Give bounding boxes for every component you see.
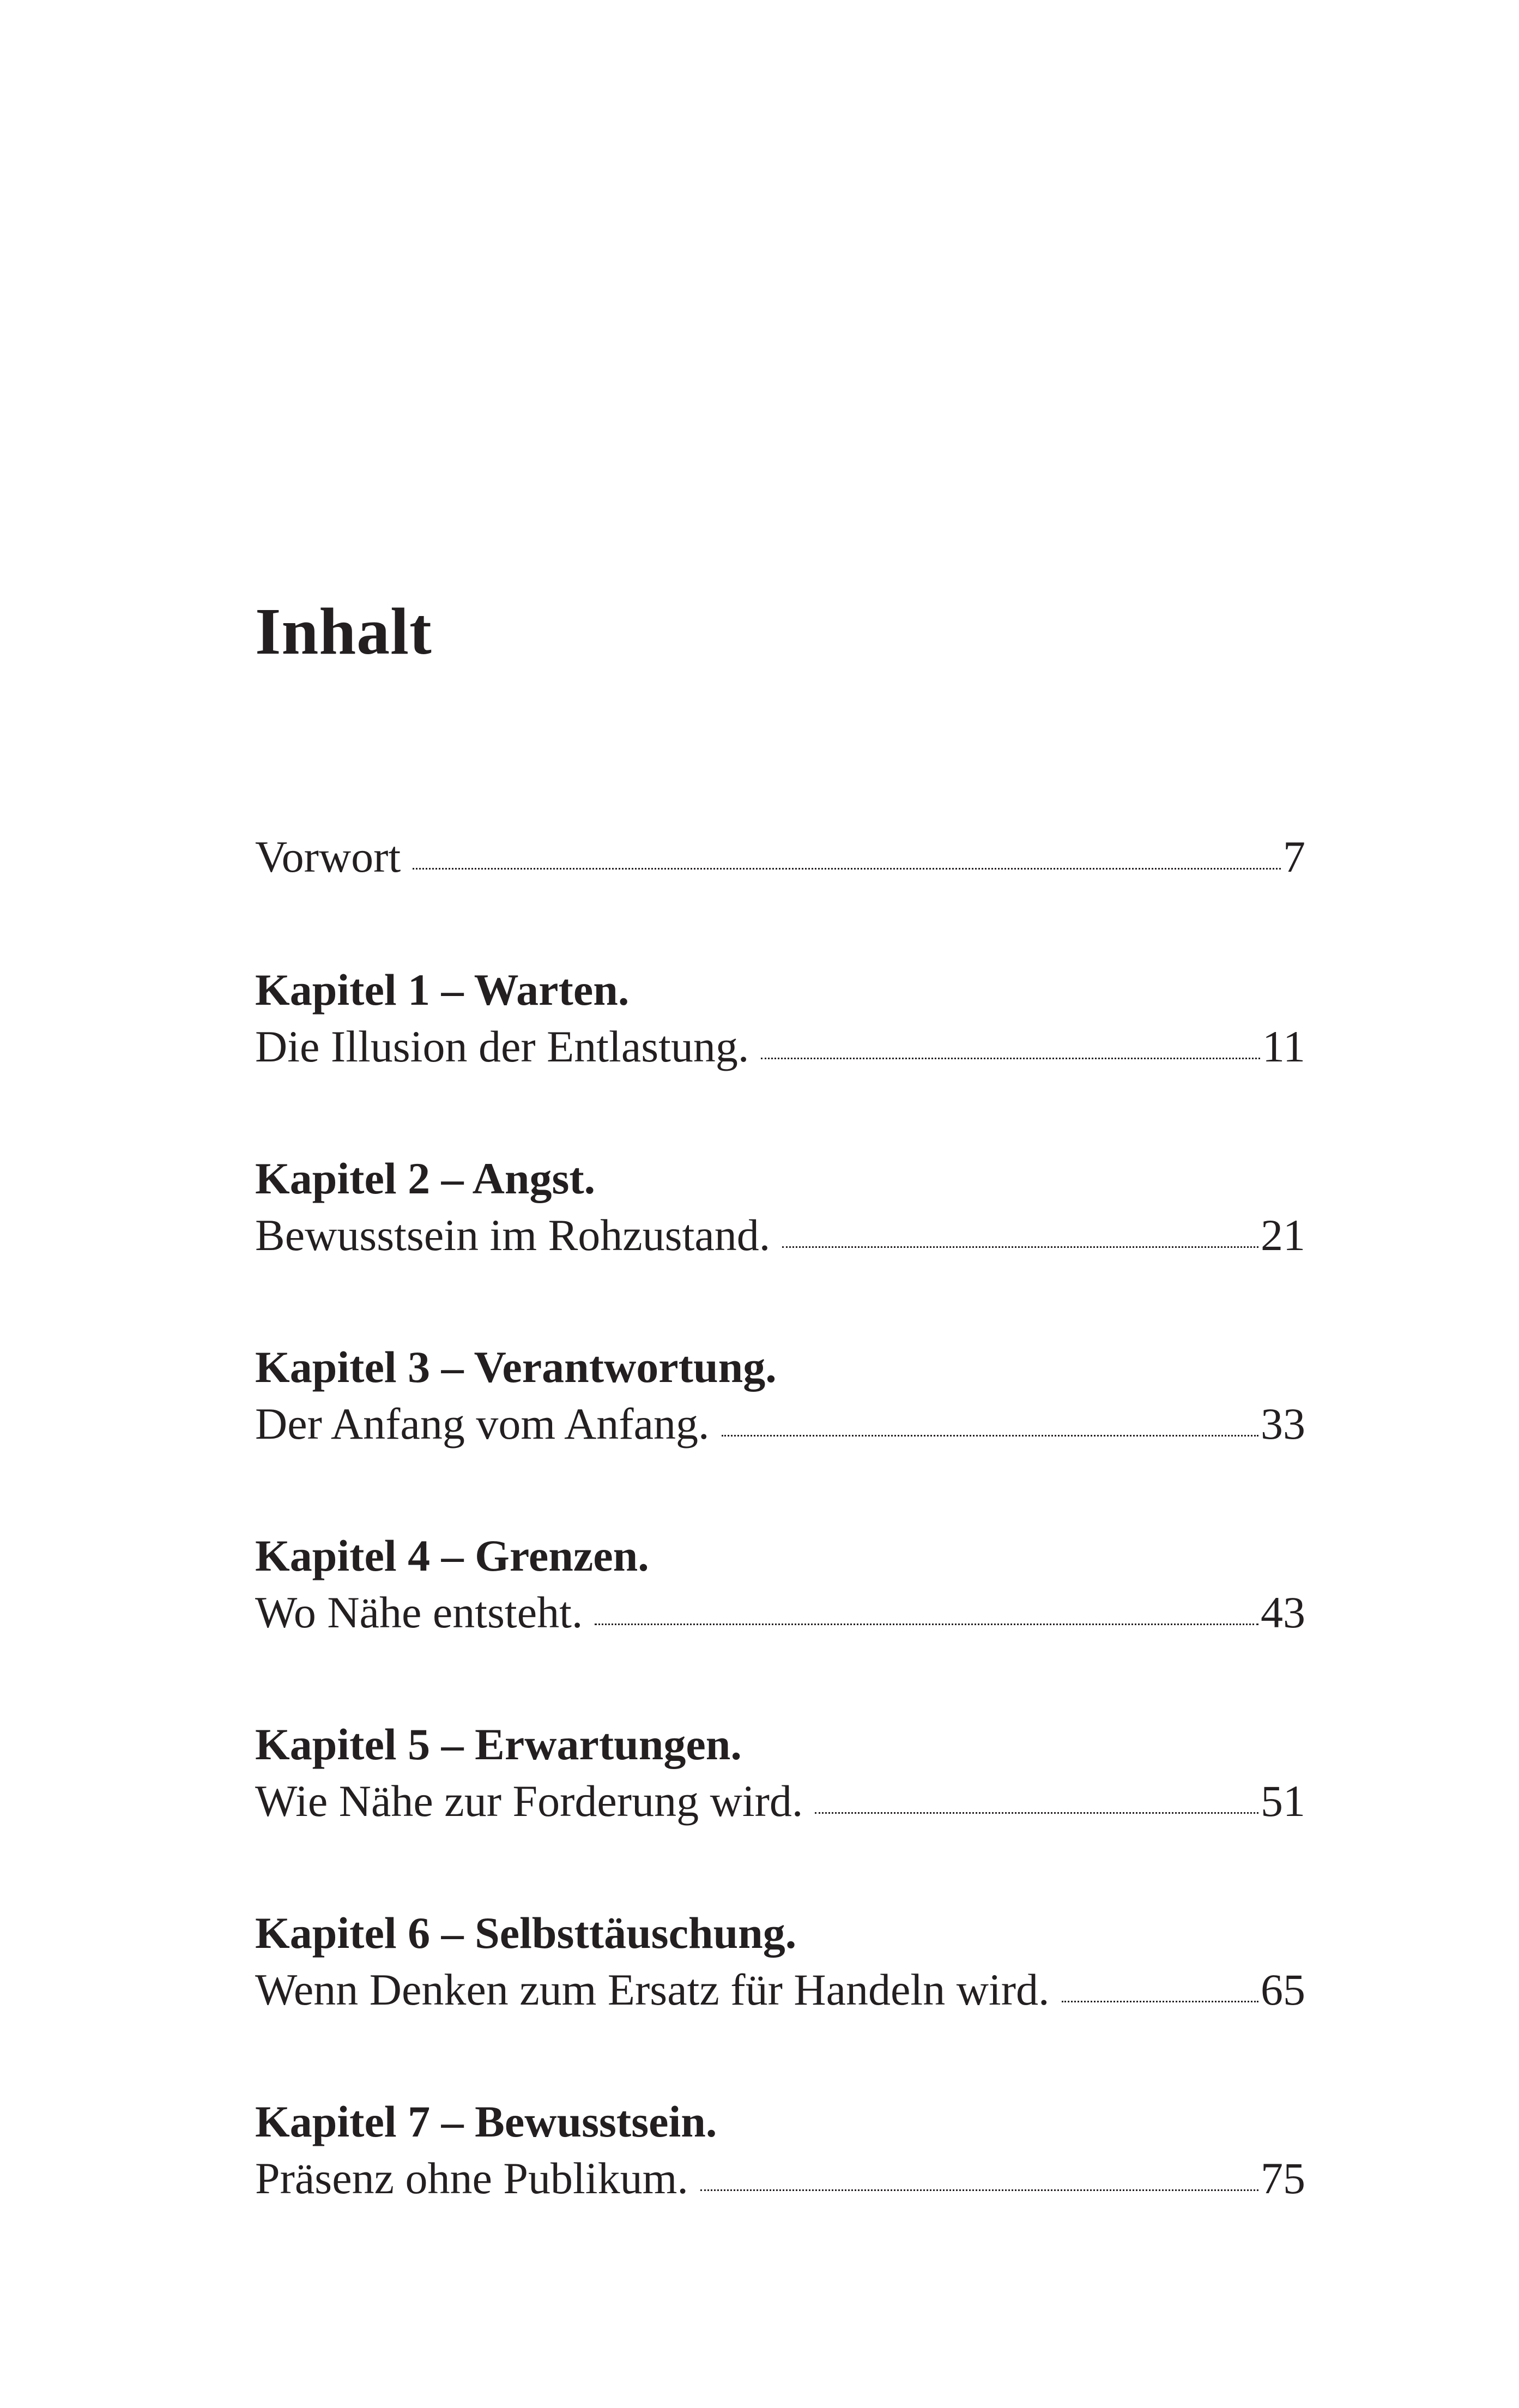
chapter-title: Kapitel 4 – Grenzen.	[255, 1531, 649, 1580]
toc-line	[255, 1018, 1305, 1075]
toc-entry-foreword	[255, 829, 1305, 885]
toc-line	[255, 1962, 1305, 2018]
toc-entry-chapter-4	[255, 1528, 1305, 1641]
toc-line	[255, 1396, 1305, 1452]
chapter-subtitle: Wie Nähe zur Forderung wird.	[255, 1776, 803, 1826]
toc-page-number: 33	[1261, 1399, 1305, 1449]
toc-page-number: 7	[1283, 832, 1305, 882]
toc-page-number: 51	[1261, 1776, 1305, 1826]
toc-page-number: 21	[1261, 1210, 1305, 1260]
dot-leader	[815, 1812, 1258, 1814]
toc-line	[255, 1584, 1305, 1641]
toc-entry-chapter-5	[255, 1716, 1305, 1830]
chapter-title: Kapitel 1 – Warten.	[255, 965, 630, 1015]
dot-leader	[761, 1058, 1260, 1059]
toc-line	[255, 829, 1305, 885]
toc-entry-chapter-2	[255, 1150, 1305, 1264]
chapter-subtitle: Präsenz ohne Publikum.	[255, 2153, 688, 2203]
toc-page-number: 75	[1261, 2153, 1305, 2203]
dot-leader	[700, 2189, 1258, 2191]
chapter-title: Kapitel 5 – Erwartungen.	[255, 1719, 742, 1769]
chapter-subtitle: Der Anfang vom Anfang.	[255, 1399, 710, 1449]
chapter-title: Kapitel 3 – Verantwortung.	[255, 1342, 777, 1392]
chapter-subtitle: Die Illusion der Entlastung.	[255, 1022, 749, 1071]
chapter-subtitle: Wenn Denken zum Ersatz für Handeln wird.	[255, 1965, 1050, 2014]
toc-entry-chapter-7	[255, 2093, 1305, 2207]
dot-leader	[782, 1246, 1258, 1248]
chapter-subtitle: Bewusstsein im Rohzustand.	[255, 1210, 771, 1260]
toc-line	[255, 1207, 1305, 1264]
chapter-subtitle: Wo Nähe entsteht.	[255, 1588, 583, 1637]
page-title: Inhalt	[255, 595, 432, 668]
dot-leader	[722, 1435, 1259, 1437]
dot-leader	[413, 868, 1281, 870]
toc-page-number: 11	[1262, 1022, 1305, 1071]
toc-entry-chapter-1	[255, 962, 1305, 1075]
toc-entry-label: Vorwort	[255, 832, 401, 882]
chapter-title: Kapitel 6 – Selbsttäuschung.	[255, 1908, 797, 1958]
toc-entry-chapter-3	[255, 1339, 1305, 1452]
chapter-title: Kapitel 2 – Angst.	[255, 1154, 596, 1203]
toc-entry-chapter-6	[255, 1905, 1305, 2018]
toc-page-number: 65	[1261, 1965, 1305, 2014]
toc-line	[255, 2150, 1305, 2207]
toc-page-number: 43	[1261, 1588, 1305, 1637]
toc-line	[255, 1773, 1305, 1830]
dot-leader	[595, 1624, 1258, 1625]
chapter-title: Kapitel 7 – Bewusstsein.	[255, 2097, 717, 2146]
table-of-contents	[255, 829, 1305, 2282]
dot-leader	[1062, 2001, 1258, 2002]
